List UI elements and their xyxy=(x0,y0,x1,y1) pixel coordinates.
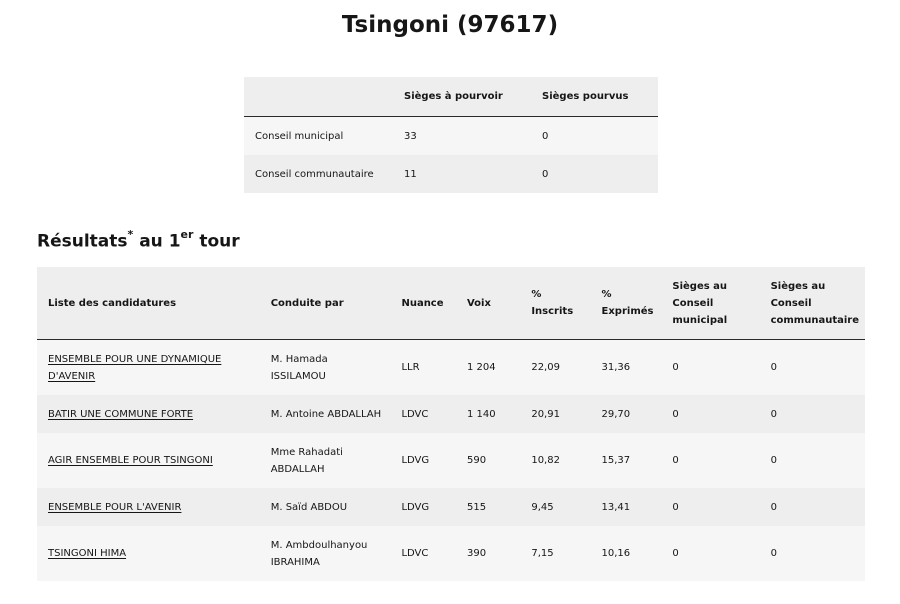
list-link[interactable]: ENSEMBLE POUR L'AVENIR xyxy=(48,501,182,513)
nuance-cell: LLR xyxy=(390,340,456,396)
table-row xyxy=(37,526,865,581)
voix-cell: 1 204 xyxy=(456,340,520,396)
seats-to-fill-value: 11 xyxy=(393,155,531,193)
seats-filled-value: 0 xyxy=(531,117,658,156)
exprimes-cell: 29,70 xyxy=(591,395,662,433)
sieges-cc-cell: 0 xyxy=(760,340,865,396)
header-voix: Voix xyxy=(456,267,520,340)
results-table xyxy=(37,267,865,581)
header-inscrits: % Inscrits xyxy=(520,267,590,340)
sieges-cc-cell: 0 xyxy=(760,488,865,526)
seats-header-filled: Sièges pourvus xyxy=(531,77,658,117)
voix-cell: 1 140 xyxy=(456,395,520,433)
results-heading-superscript: er xyxy=(180,228,194,241)
exprimes-cell: 15,37 xyxy=(591,433,662,488)
results-heading-main: Résultats xyxy=(37,231,128,252)
table-row xyxy=(37,433,865,488)
leader-cell: M. Hamada ISSILAMOU xyxy=(260,340,391,396)
header-nuance: Nuance xyxy=(390,267,456,340)
exprimes-cell: 10,16 xyxy=(591,526,662,581)
inscrits-cell: 22,09 xyxy=(520,340,590,396)
leader-cell: M. Ambdoulhanyou IBRAHIMA xyxy=(260,526,391,581)
leader-cell: M. Saïd ABDOU xyxy=(260,488,391,526)
header-list: Liste des candidatures xyxy=(37,267,260,340)
header-sieges-cm: Sièges au Conseil municipal xyxy=(661,267,759,340)
list-link[interactable]: BATIR UNE COMMUNE FORTE xyxy=(48,408,194,420)
seats-header-to-fill: Sièges à pourvoir xyxy=(393,77,531,117)
sieges-cc-cell: 0 xyxy=(760,395,865,433)
exprimes-cell: 31,36 xyxy=(591,340,662,396)
seats-council-label: Conseil municipal xyxy=(244,117,393,156)
exprimes-cell: 13,41 xyxy=(591,488,662,526)
sieges-cm-cell: 0 xyxy=(661,488,759,526)
inscrits-cell: 20,91 xyxy=(520,395,590,433)
seats-header-blank xyxy=(244,77,393,117)
leader-cell: Mme Rahadati ABDALLAH xyxy=(260,433,391,488)
header-sieges-cc: Sièges au Conseil communautaire xyxy=(760,267,865,340)
voix-cell: 390 xyxy=(456,526,520,581)
inscrits-cell: 9,45 xyxy=(520,488,590,526)
table-row xyxy=(37,340,865,396)
inscrits-cell: 10,82 xyxy=(520,433,590,488)
leader-cell: M. Antoine ABDALLAH xyxy=(260,395,391,433)
list-link[interactable]: AGIR ENSEMBLE POUR TSINGONI xyxy=(48,455,213,466)
nuance-cell: LDVG xyxy=(390,488,456,526)
table-row xyxy=(37,488,865,526)
seats-row xyxy=(244,155,658,193)
seats-to-fill-value: 33 xyxy=(393,117,531,156)
nuance-cell: LDVC xyxy=(390,526,456,581)
voix-cell: 590 xyxy=(456,433,520,488)
list-link[interactable]: ENSEMBLE POUR UNE DYNAMIQUE D'AVENIR xyxy=(48,353,222,382)
sieges-cc-cell: 0 xyxy=(760,526,865,581)
results-heading-end: tour xyxy=(193,231,240,252)
seats-filled-value: 0 xyxy=(531,155,658,193)
seats-header-row xyxy=(244,77,658,117)
page-title: Tsingoni (97617) xyxy=(341,12,559,38)
results-heading xyxy=(37,230,240,252)
sieges-cm-cell: 0 xyxy=(661,433,759,488)
seats-council-label: Conseil communautaire xyxy=(244,155,393,193)
sieges-cm-cell: 0 xyxy=(661,395,759,433)
seats-row xyxy=(244,117,658,156)
results-header-row xyxy=(37,267,865,340)
table-row xyxy=(37,395,865,433)
inscrits-cell: 7,15 xyxy=(520,526,590,581)
seats-table xyxy=(244,77,658,193)
nuance-cell: LDVC xyxy=(390,395,456,433)
nuance-cell: LDVG xyxy=(390,433,456,488)
header-leader: Conduite par xyxy=(260,267,391,340)
list-link[interactable]: TSINGONI HIMA xyxy=(48,548,127,559)
results-heading-asterisk: * xyxy=(127,228,134,241)
sieges-cc-cell: 0 xyxy=(760,433,865,488)
sieges-cm-cell: 0 xyxy=(661,340,759,396)
sieges-cm-cell: 0 xyxy=(661,526,759,581)
results-heading-mid: au 1 xyxy=(133,231,181,252)
header-exprimes: % Exprimés xyxy=(591,267,662,340)
voix-cell: 515 xyxy=(456,488,520,526)
